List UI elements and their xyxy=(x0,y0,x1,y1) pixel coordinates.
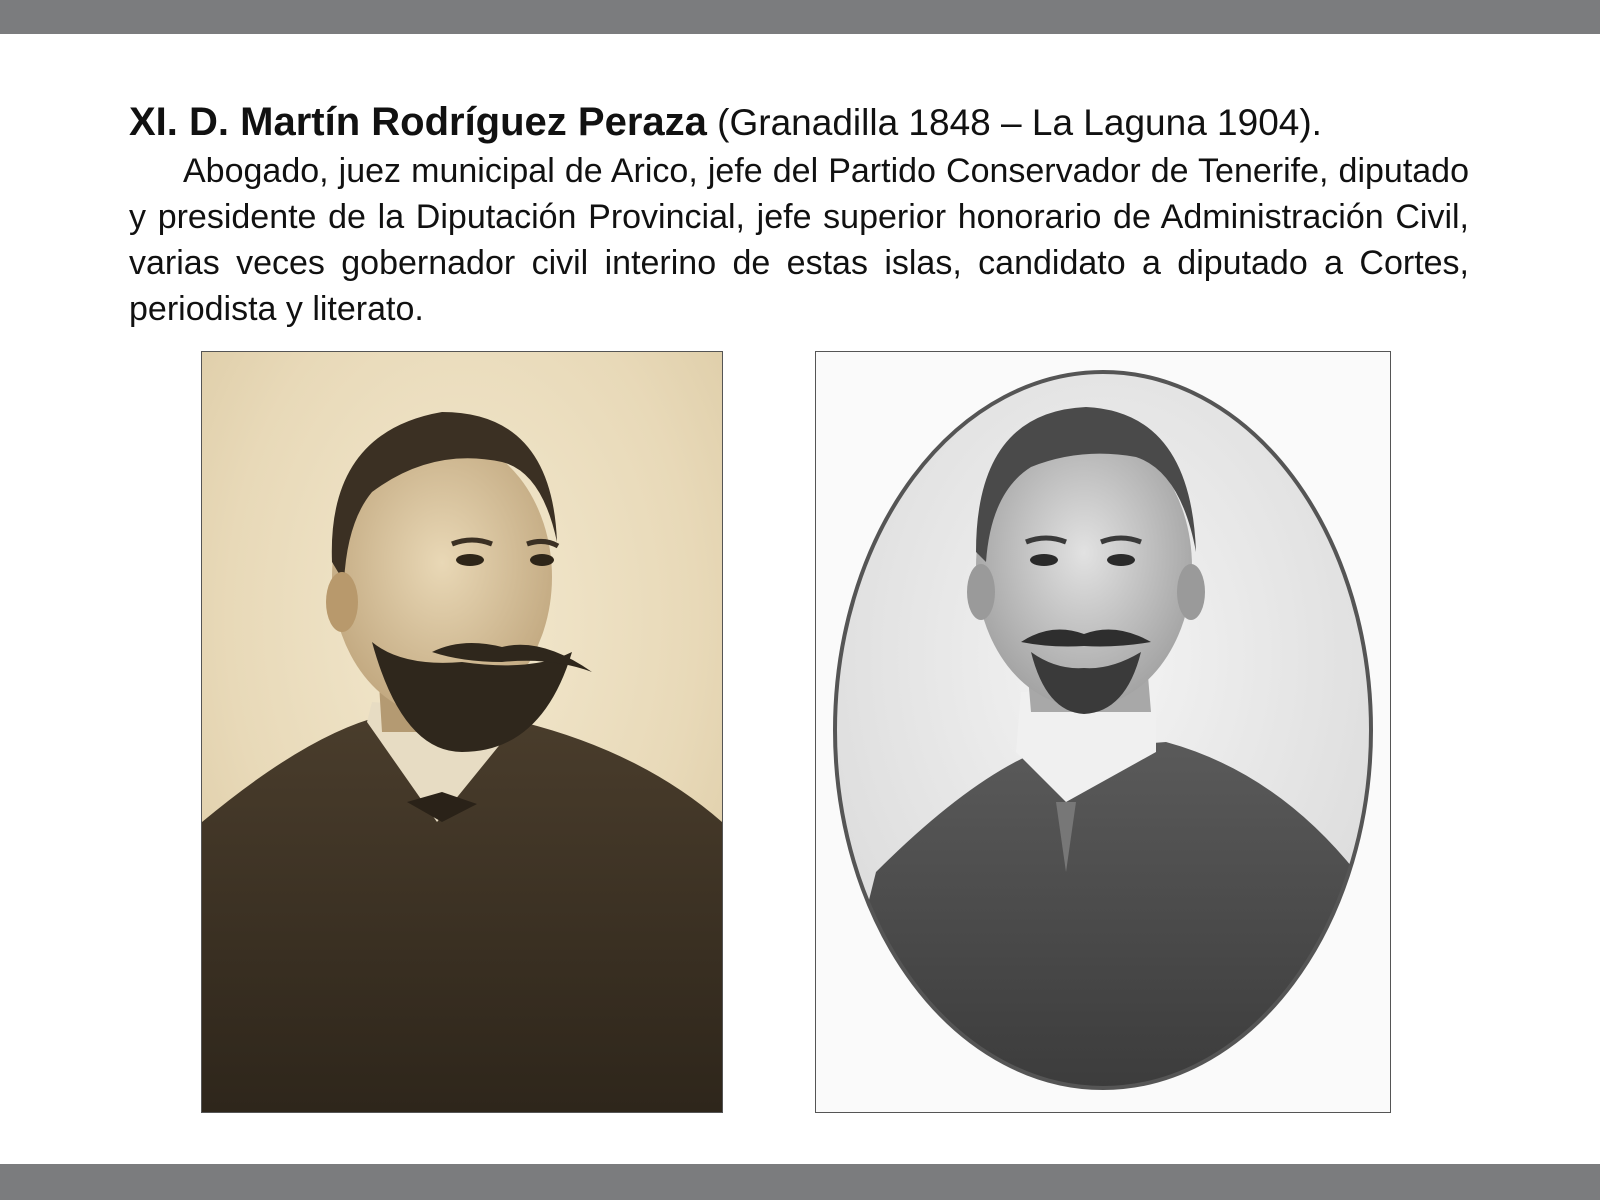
biography-paragraph: Abogado, juez municipal de Arico, jefe del Partido Conservador de Tenerife, diputado y presidente de la Diputación Provincial, jefe superior honorario de Administración Civil, varias veces gobernador civil interino de estas islas, candidato a diputado a Cortes, periodista y literato. xyxy=(129,152,1469,328)
portrait-photo-bw xyxy=(815,351,1391,1113)
document-page xyxy=(0,34,1600,1164)
top-chrome-bar xyxy=(0,0,1600,34)
bottom-chrome-bar xyxy=(0,1164,1600,1200)
page-title xyxy=(129,98,1469,147)
portrait-photo-sepia xyxy=(201,351,723,1113)
title-dates: (Granadilla 1848 – La Laguna 1904). xyxy=(706,102,1322,143)
title-name: XI. D. Martín Rodríguez Peraza xyxy=(129,100,707,144)
